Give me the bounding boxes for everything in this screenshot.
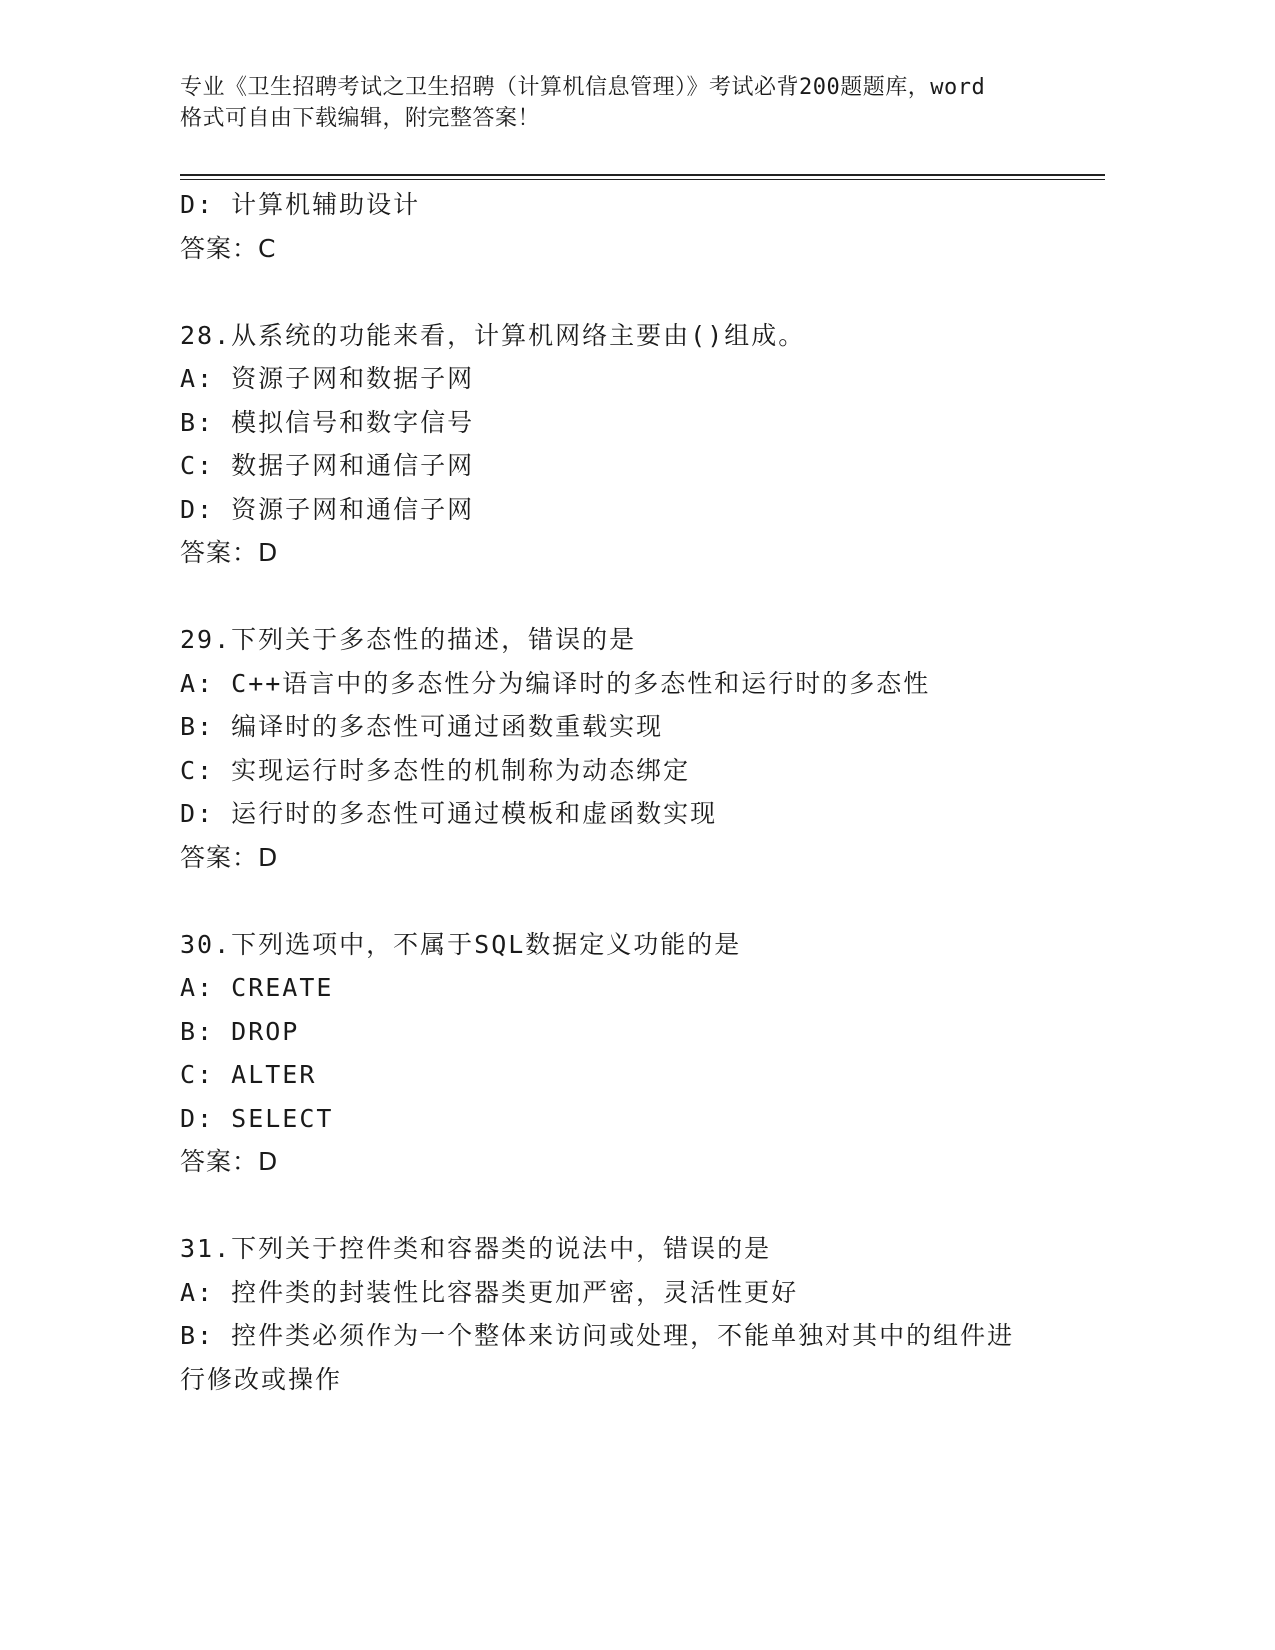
option-b: B: 编译时的多态性可通过函数重载实现 [180, 712, 664, 741]
spacer [180, 270, 1080, 314]
option-d: D: 资源子网和通信子网 [180, 494, 475, 524]
header-divider-thick [180, 174, 1105, 176]
question-28 [180, 314, 1080, 575]
answer-line: 答案：C [180, 233, 277, 263]
question-stem: 28.从系统的功能来看，计算机网络主要由()组成。 [180, 320, 806, 350]
question-31 [180, 1227, 1080, 1401]
question-stem: 29.下列关于多态性的描述，错误的是 [180, 625, 637, 654]
option-d: D: 运行时的多态性可通过模板和虚函数实现 [180, 799, 718, 828]
header-title-line-1: 专业《卫生招聘考试之卫生招聘（计算机信息管理）》考试必背200题题库，word [180, 75, 986, 100]
spacer [180, 879, 1080, 923]
document-header [180, 72, 1080, 134]
option-a: A: CREATE [180, 973, 334, 1002]
option-b-continuation: 行修改或操作 [180, 1364, 343, 1394]
option-b: B: 模拟信号和数字信号 [180, 407, 475, 437]
option-a: A: 控件类的封装性比容器类更加严密，灵活性更好 [180, 1277, 799, 1307]
question-27-tail [180, 183, 1080, 270]
option-d: D: 计算机辅助设计 [180, 190, 421, 219]
question-stem: 31.下列关于控件类和容器类的说法中，错误的是 [180, 1234, 772, 1263]
header-title-line-2: 格式可自由下载编辑，附完整答案！ [180, 106, 541, 131]
option-c: C: 数据子网和通信子网 [180, 451, 475, 480]
answer-line: 答案：D [180, 842, 279, 872]
answer-line: 答案：D [180, 538, 279, 567]
spacer [180, 1184, 1080, 1228]
option-b: B: DROP [180, 1016, 300, 1046]
option-d: D: SELECT [180, 1103, 334, 1133]
question-30 [180, 923, 1080, 1184]
question-list [180, 183, 1080, 1401]
option-b: B: 控件类必须作为一个整体来访问或处理，不能单独对其中的组件进 [180, 1321, 1015, 1350]
spacer [180, 575, 1080, 619]
option-a: A: 资源子网和数据子网 [180, 364, 475, 393]
question-stem: 30.下列选项中，不属于SQL数据定义功能的是 [180, 929, 742, 959]
option-c: C: 实现运行时多态性的机制称为动态绑定 [180, 755, 691, 785]
header-divider-thin [180, 179, 1105, 180]
answer-line: 答案：D [180, 1147, 279, 1176]
option-c: C: ALTER [180, 1060, 317, 1089]
question-29 [180, 618, 1080, 879]
option-a: A: C++语言中的多态性分为编译时的多态性和运行时的多态性 [180, 668, 931, 698]
